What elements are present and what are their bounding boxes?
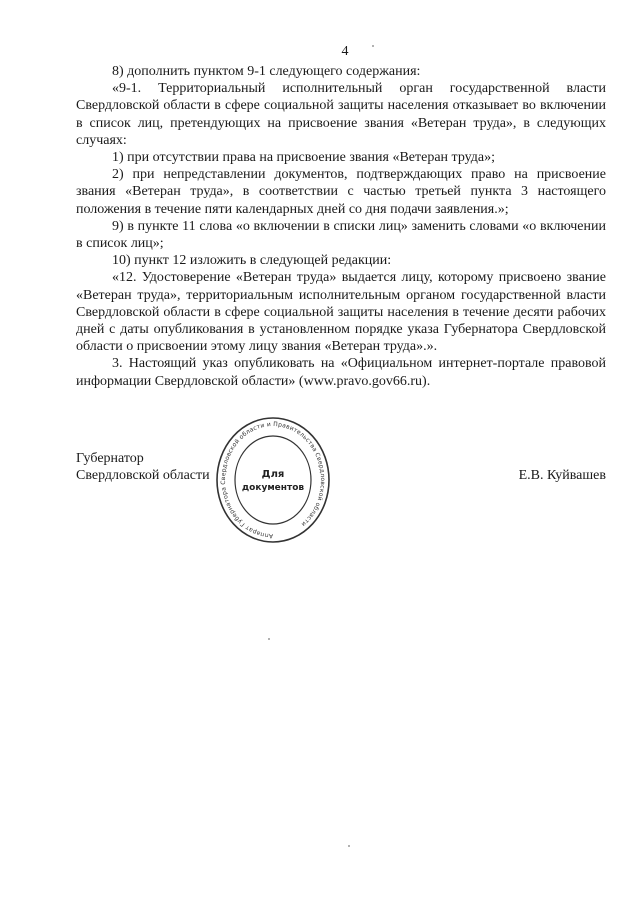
scan-speck [268, 638, 270, 640]
signatory-position-line-2: Свердловской области [76, 468, 210, 483]
paragraph-item-9: 9) в пункте 11 слова «о включении в списки лиц» заменить словами «о включении в список лиц»; [76, 218, 606, 252]
scan-speck [348, 845, 350, 847]
paragraph-item-8: 8) дополнить пунктом 9-1 следующего содержания: [112, 64, 421, 79]
official-stamp [213, 410, 333, 550]
paragraph-case-2: 2) при непредставлении документов, подтверждающих право на присвоение звания «Ветеран труда», в соответствии с частью третьей пункта 3 настоящего положения в течение пяти календарных дней со дня подачи заявления.»; [76, 167, 606, 217]
paragraph-publication: 3. Настоящий указ опубликовать на «Официальном интернет-портале правовой информации Свердловской области» (www.pravo.gov66.ru). [76, 356, 606, 389]
stamp-center-line-2: документов [241, 483, 305, 493]
scan-speck [372, 45, 374, 47]
stamp-center-line-1: Для [261, 469, 285, 480]
signatory-position-line-1: Губернатор [76, 451, 144, 466]
paragraph-case-1: 1) при отсутствии права на присвоение звания «Ветеран труда»; [112, 150, 495, 166]
page-number: 4 [341, 44, 349, 59]
document-body [76, 63, 606, 390]
paragraph-item-10: 10) пункт 12 изложить в следующей редакции: [112, 253, 392, 269]
paragraph-clause-9-1: «9-1. Территориальный исполнительный орган государственной власти Свердловской области в сфере социальной защиты населения отказывает во включении в список лиц, претендующих на присвоение звания «Ветеран труда», в следующих случаях: [76, 81, 606, 148]
paragraph-clause-12: «12. Удостоверение «Ветеран труда» выдается лицу, которому присвоено звание «Ветеран труда», территориальным исполнительным органом государственной власти Свердловской области в сфере социальной защиты населения в течение десяти рабочих дней с даты опубликования в установленном порядке указа Губернатора Свердловской области о присвоении этому лицу звания «Ветеран труда».». [76, 270, 606, 355]
signatory-name: Е.В. Куйвашев [518, 468, 606, 483]
stamp-ring-text: Аппарат Губернатора Свердловской области и Правительства Свердловской области [219, 420, 327, 540]
